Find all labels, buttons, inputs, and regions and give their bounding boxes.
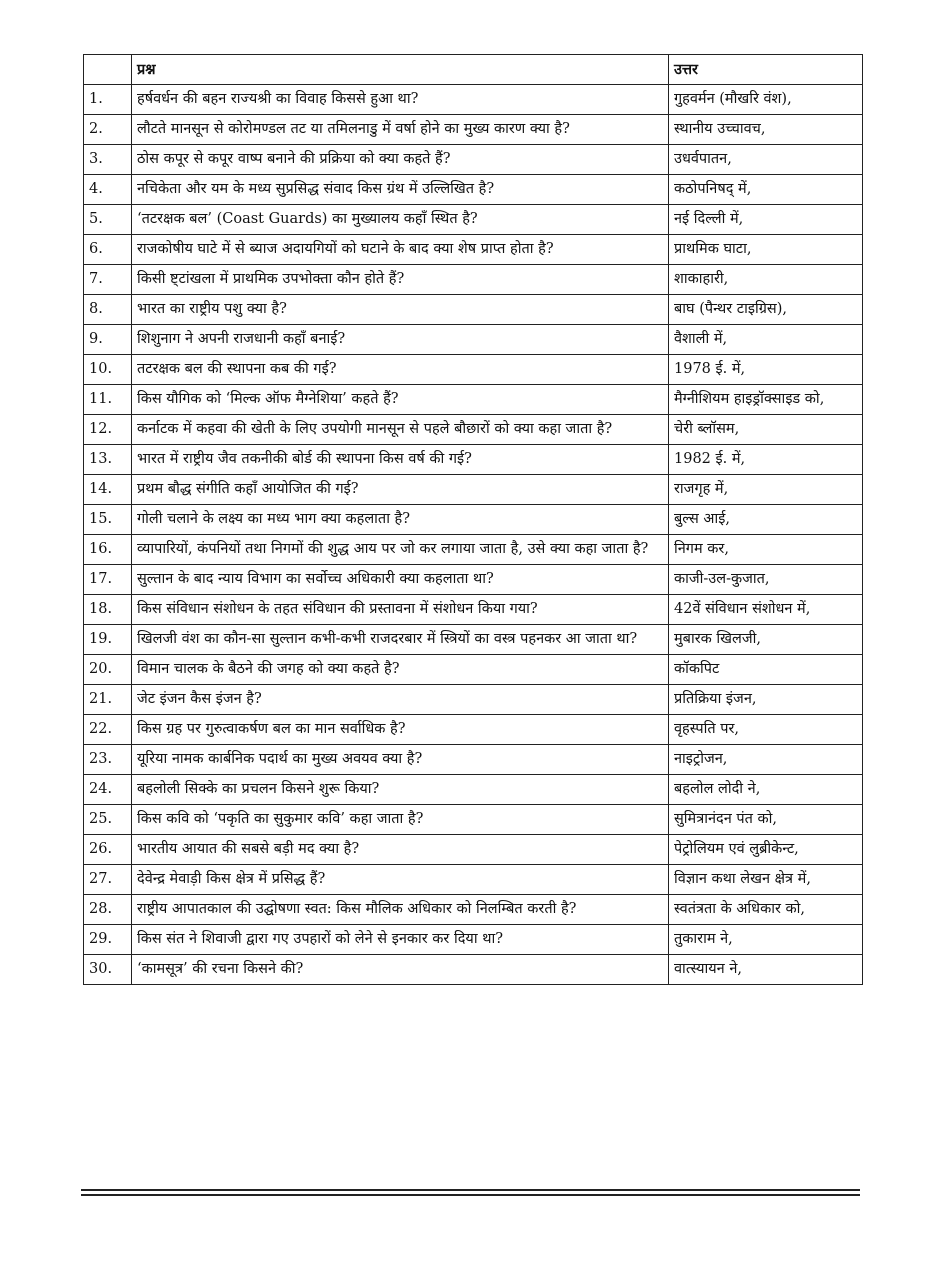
question-cell: लौटते मानसून से कोरोमण्डल तट या तमिलनाडु में वर्षा होने का मुख्य कारण क्या है? <box>132 115 669 145</box>
row-number: 5. <box>84 205 132 235</box>
table-row <box>84 385 863 415</box>
answer-cell: मुबारक खिलजी, <box>669 625 863 655</box>
table-row <box>84 835 863 865</box>
answer-cell: निगम कर, <box>669 535 863 565</box>
row-number: 27. <box>84 865 132 895</box>
answer-cell: वैशाली में, <box>669 325 863 355</box>
table-row <box>84 715 863 745</box>
table-row <box>84 685 863 715</box>
question-cell: किस कवि को ‘पकृति का सुकुमार कवि’ कहा जाता है? <box>132 805 669 835</box>
table-row <box>84 205 863 235</box>
answer-cell: बाघ (पैन्थर टाइग्रिस), <box>669 295 863 325</box>
question-cell: राष्ट्रीय आपातकाल की उद्घोषणा स्वत: किस मौलिक अधिकार को निलम्बित करती है? <box>132 895 669 925</box>
row-number: 16. <box>84 535 132 565</box>
table-row <box>84 355 863 385</box>
table-row <box>84 475 863 505</box>
answer-cell: गुहवर्मन (मौखरि वंश), <box>669 85 863 115</box>
row-number: 28. <box>84 895 132 925</box>
header-answer: उत्तर <box>669 55 863 85</box>
table-body <box>84 85 863 985</box>
table-row <box>84 805 863 835</box>
table-row <box>84 415 863 445</box>
question-cell: किसी ष्ट्टांखला में प्राथमिक उपभोक्ता कौन होते हैं? <box>132 265 669 295</box>
header-question: प्रश्न <box>132 55 669 85</box>
row-number: 23. <box>84 745 132 775</box>
row-number: 17. <box>84 565 132 595</box>
row-number: 4. <box>84 175 132 205</box>
row-number: 29. <box>84 925 132 955</box>
table-row <box>84 295 863 325</box>
row-number: 11. <box>84 385 132 415</box>
question-cell: शिशुनाग ने अपनी राजधानी कहाँ बनाई? <box>132 325 669 355</box>
answer-cell: प्रतिक्रिया इंजन, <box>669 685 863 715</box>
answer-cell: विज्ञान कथा लेखन क्षेत्र में, <box>669 865 863 895</box>
answer-cell: वात्स्यायन ने, <box>669 955 863 985</box>
table-row <box>84 565 863 595</box>
answer-cell: चेरी ब्लॉसम, <box>669 415 863 445</box>
qa-table <box>83 54 863 985</box>
table-row <box>84 175 863 205</box>
row-number: 2. <box>84 115 132 145</box>
row-number: 19. <box>84 625 132 655</box>
row-number: 25. <box>84 805 132 835</box>
row-number: 21. <box>84 685 132 715</box>
question-cell: किस संविधान संशोधन के तहत संविधान की प्रस्तावना में संशोधन किया गया? <box>132 595 669 625</box>
answer-cell: नाइट्रोजन, <box>669 745 863 775</box>
answer-cell: शाकाहारी, <box>669 265 863 295</box>
question-cell: विमान चालक के बैठने की जगह को क्या कहते है? <box>132 655 669 685</box>
row-number: 10. <box>84 355 132 385</box>
answer-cell: 1982 ई. में, <box>669 445 863 475</box>
row-number: 13. <box>84 445 132 475</box>
table-row <box>84 265 863 295</box>
answer-cell: मैग्नीशियम हाइड्रॉक्साइड को, <box>669 385 863 415</box>
question-cell: तटरक्षक बल की स्थापना कब की गई? <box>132 355 669 385</box>
answer-cell: स्थानीय उच्चावच, <box>669 115 863 145</box>
question-cell: यूरिया नामक कार्बनिक पदार्थ का मुख्य अवयव क्या है? <box>132 745 669 775</box>
table-row <box>84 235 863 265</box>
row-number: 15. <box>84 505 132 535</box>
answer-cell: पेट्रोलियम एवं लुब्रीकेन्ट, <box>669 835 863 865</box>
question-cell: हर्षवर्धन की बहन राज्यश्री का विवाह किससे हुआ था? <box>132 85 669 115</box>
table-row <box>84 865 863 895</box>
answer-cell: काजी-उल-कुजात, <box>669 565 863 595</box>
answer-cell: 42वें संविधान संशोधन में, <box>669 595 863 625</box>
question-cell: व्यापारियों, कंपनियों तथा निगमों की शुद्ध आय पर जो कर लगाया जाता है, उसे क्या कहा जाता है? <box>132 535 669 565</box>
table-row <box>84 955 863 985</box>
question-cell: किस यौगिक को ‘मिल्क ऑफ मैग्नेशिया’ कहते हैं? <box>132 385 669 415</box>
question-cell: भारतीय आयात की सबसे बड़ी मद क्या है? <box>132 835 669 865</box>
answer-cell: स्वतंत्रता के अधिकार को, <box>669 895 863 925</box>
table-row <box>84 115 863 145</box>
row-number: 8. <box>84 295 132 325</box>
answer-cell: राजगृह में, <box>669 475 863 505</box>
question-cell: गोली चलाने के लक्ष्य का मध्य भाग क्या कहलाता है? <box>132 505 669 535</box>
answer-cell: सुमित्रानंदन पंत को, <box>669 805 863 835</box>
question-cell: बहलोली सिक्के का प्रचलन किसने शुरू किया? <box>132 775 669 805</box>
row-number: 26. <box>84 835 132 865</box>
row-number: 3. <box>84 145 132 175</box>
question-cell: राजकोषीय घाटे में से ब्याज अदायगियों को घटाने के बाद क्या शेष प्राप्त होता है? <box>132 235 669 265</box>
row-number: 12. <box>84 415 132 445</box>
table-row <box>84 925 863 955</box>
table-row <box>84 595 863 625</box>
footer-rule-bottom <box>81 1194 860 1196</box>
answer-cell: प्राथमिक घाटा, <box>669 235 863 265</box>
question-cell: भारत में राष्ट्रीय जैव तकनीकी बोर्ड की स्थापना किस वर्ष की गई? <box>132 445 669 475</box>
question-cell: किस ग्रह पर गुरुत्वाकर्षण बल का मान सर्वाधिक है? <box>132 715 669 745</box>
answer-cell: कॉकपिट <box>669 655 863 685</box>
answer-cell: वृहस्पति पर, <box>669 715 863 745</box>
answer-cell: बहलोल लोदी ने, <box>669 775 863 805</box>
question-cell: ‘कामसूत्र’ की रचना किसने की? <box>132 955 669 985</box>
question-cell: कर्नाटक में कहवा की खेती के लिए उपयोगी मानसून से पहले बौछारों को क्या कहा जाता है? <box>132 415 669 445</box>
row-number: 6. <box>84 235 132 265</box>
row-number: 18. <box>84 595 132 625</box>
answer-cell: बुल्स आई, <box>669 505 863 535</box>
question-cell: भारत का राष्ट्रीय पशु क्या है? <box>132 295 669 325</box>
answer-cell: तुकाराम ने, <box>669 925 863 955</box>
table-row <box>84 625 863 655</box>
row-number: 30. <box>84 955 132 985</box>
row-number: 7. <box>84 265 132 295</box>
question-cell: देवेन्द्र मेवाड़ी किस क्षेत्र में प्रसिद्ध हैं? <box>132 865 669 895</box>
table-row <box>84 895 863 925</box>
answer-cell: नई दिल्ली में, <box>669 205 863 235</box>
row-number: 14. <box>84 475 132 505</box>
table-row <box>84 505 863 535</box>
table-row <box>84 445 863 475</box>
table-row <box>84 655 863 685</box>
row-number: 22. <box>84 715 132 745</box>
table-row <box>84 85 863 115</box>
question-cell: जेट इंजन कैस इंजन है? <box>132 685 669 715</box>
question-cell: नचिकेता और यम के मध्य सुप्रसिद्ध संवाद किस ग्रंथ में उल्लिखित है? <box>132 175 669 205</box>
table-row <box>84 535 863 565</box>
question-cell: प्रथम बौद्ध संगीति कहाँ आयोजित की गई? <box>132 475 669 505</box>
header-number <box>84 55 132 85</box>
row-number: 20. <box>84 655 132 685</box>
question-cell: सुल्तान के बाद न्याय विभाग का सर्वोच्च अधिकारी क्या कहलाता था? <box>132 565 669 595</box>
answer-cell: उधर्वपातन, <box>669 145 863 175</box>
table-header-row <box>84 55 863 85</box>
question-cell: ‘तटरक्षक बल’ (Coast Guards) का मुख्यालय कहाँ स्थित है? <box>132 205 669 235</box>
answer-cell: कठोपनिषद् में, <box>669 175 863 205</box>
table-row <box>84 325 863 355</box>
row-number: 9. <box>84 325 132 355</box>
question-cell: ठोस कपूर से कपूर वाष्प बनाने की प्रक्रिया को क्या कहते हैं? <box>132 145 669 175</box>
table-row <box>84 745 863 775</box>
footer-rule-top <box>81 1189 860 1191</box>
answer-cell: 1978 ई. में, <box>669 355 863 385</box>
question-cell: खिलजी वंश का कौन-सा सुल्तान कभी-कभी राजदरबार में स्त्रियों का वस्त्र पहनकर आ जाता था? <box>132 625 669 655</box>
question-cell: किस संत ने शिवाजी द्वारा गए उपहारों को लेने से इनकार कर दिया था? <box>132 925 669 955</box>
table-row <box>84 145 863 175</box>
row-number: 1. <box>84 85 132 115</box>
row-number: 24. <box>84 775 132 805</box>
table-row <box>84 775 863 805</box>
